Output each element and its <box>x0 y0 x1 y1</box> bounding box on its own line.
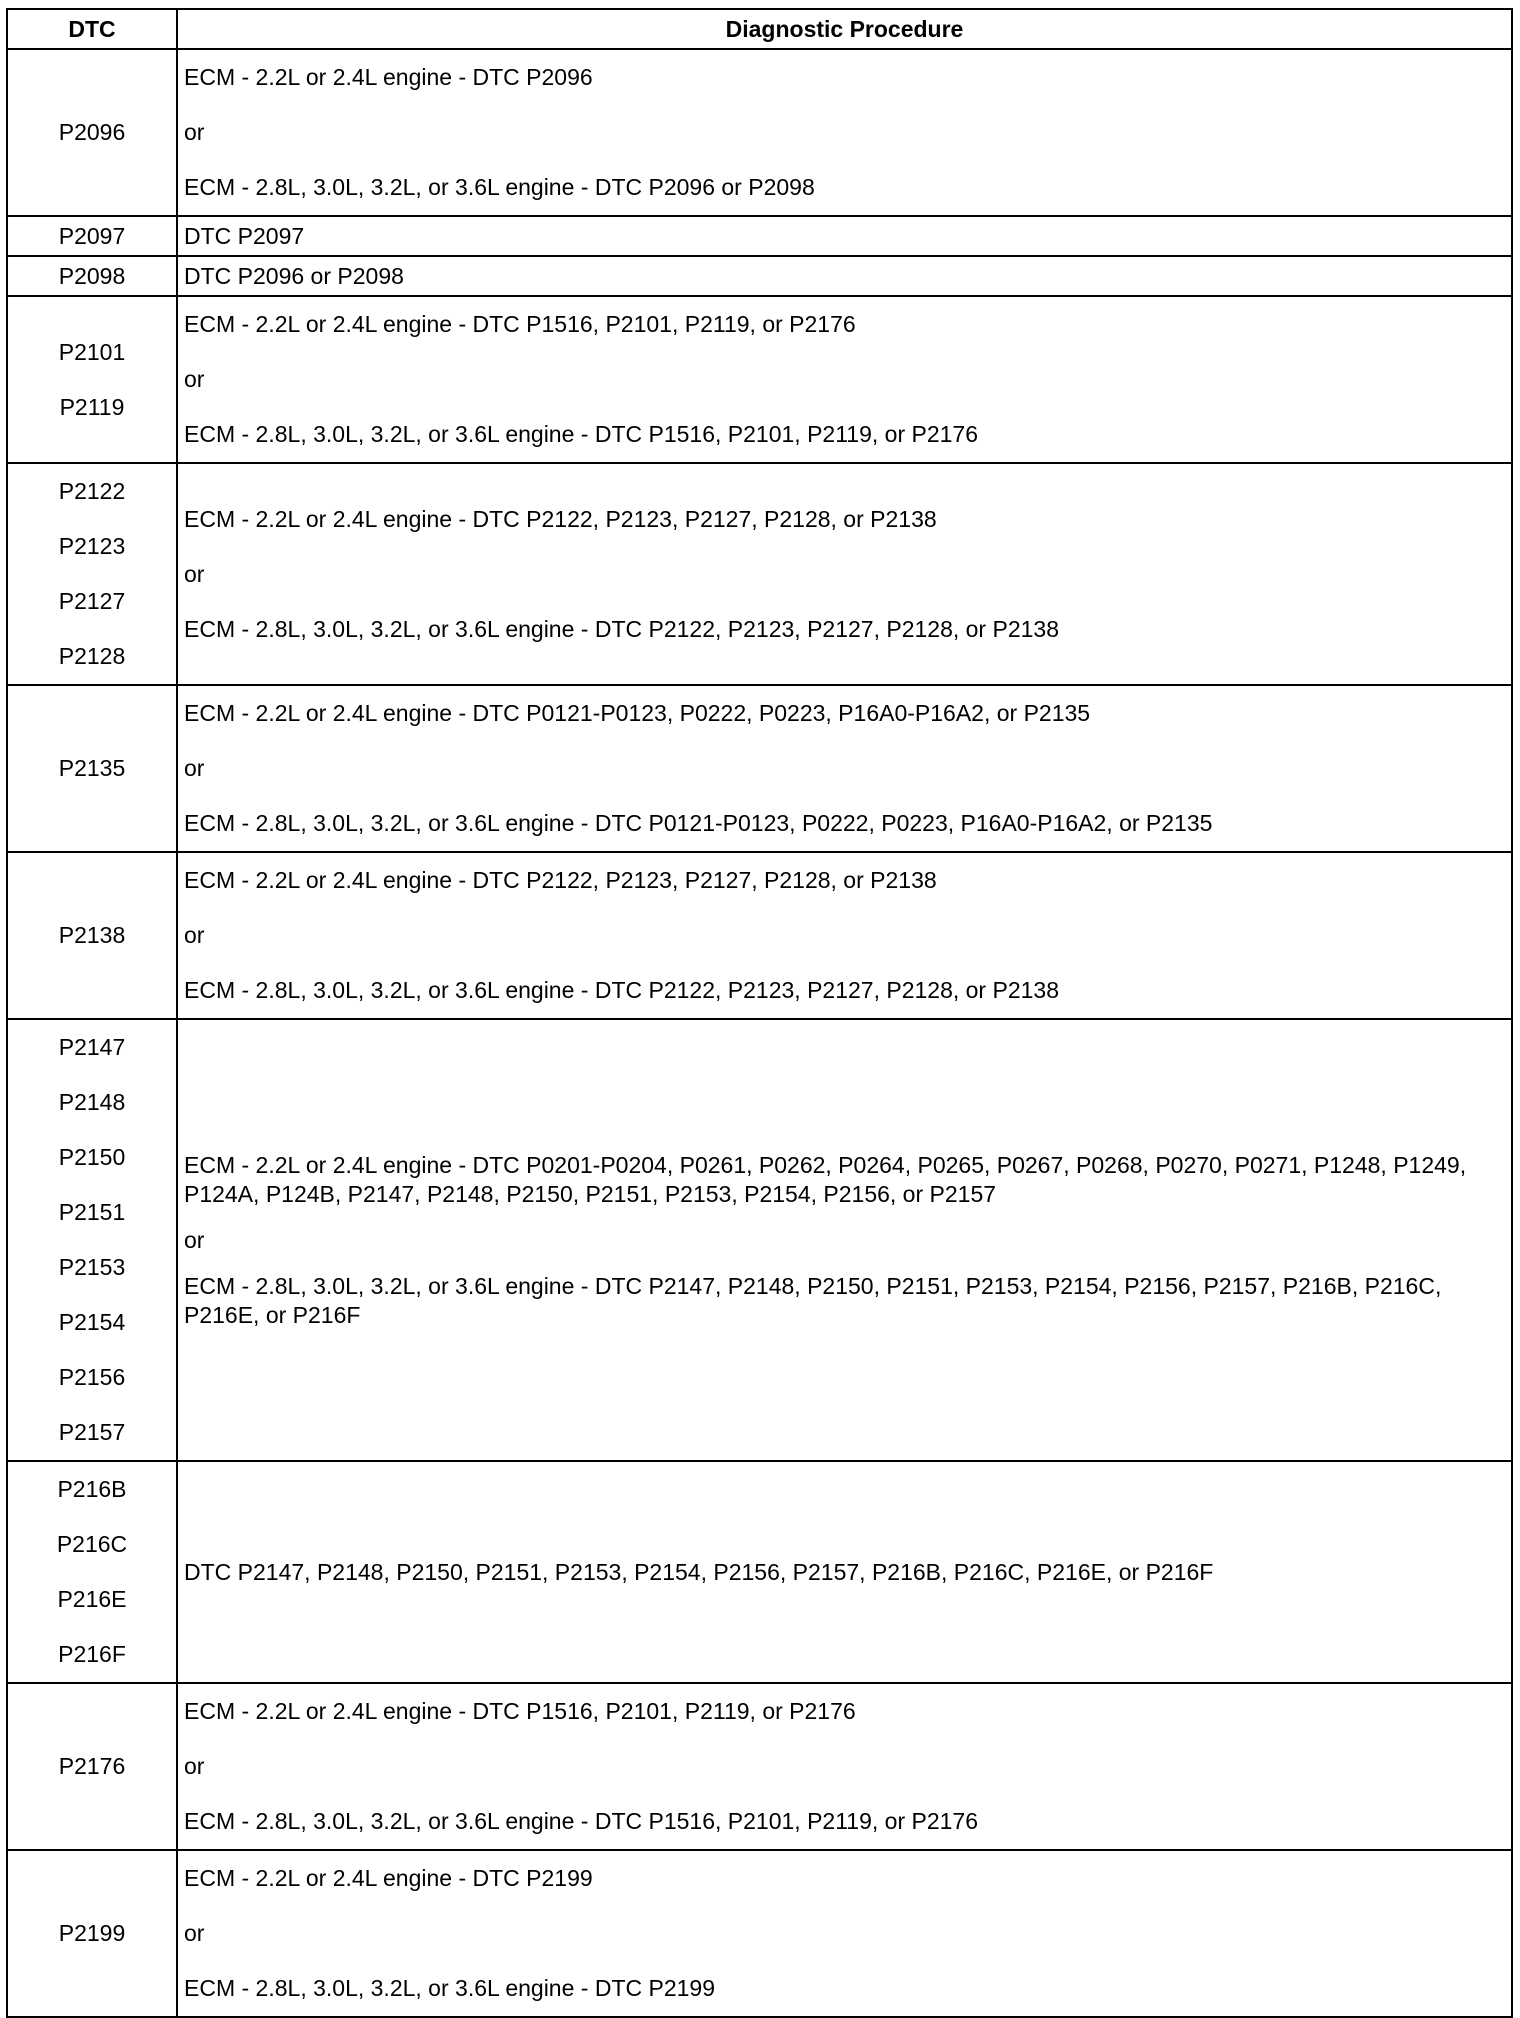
procedure-or: or <box>184 366 205 392</box>
procedure-line: ECM - 2.8L, 3.0L, 3.2L, or 3.6L engine - DTC P2147, P2148, P2150, P2151, P2153, P2154, P2156, P2157, P216B, P216C, P216E, or P216F <box>184 1272 1442 1328</box>
procedure-line: ECM - 2.2L or 2.4L engine - DTC P0121-P0123, P0222, P0223, P16A0-P16A2, or P2135 <box>184 700 1091 726</box>
table-row <box>7 852 1512 1019</box>
table-row <box>7 1461 1512 1683</box>
table-row <box>7 216 1512 256</box>
procedure-line: ECM - 2.8L, 3.0L, 3.2L, or 3.6L engine - DTC P2122, P2123, P2127, P2128, or P2138 <box>184 977 1059 1003</box>
header-row <box>7 9 1512 49</box>
procedure-line: ECM - 2.2L or 2.4L engine - DTC P2122, P2123, P2127, P2128, or P2138 <box>184 505 937 532</box>
procedure-cell <box>177 852 1512 1019</box>
dtc-code: P2157 <box>58 1419 126 1445</box>
procedure-or: or <box>184 1226 205 1253</box>
procedure-cell <box>177 1019 1512 1461</box>
procedure-line: ECM - 2.2L or 2.4L engine - DTC P1516, P2101, P2119, or P2176 <box>184 311 856 337</box>
dtc-cell <box>7 49 177 216</box>
procedure-or: or <box>184 922 205 948</box>
dtc-code: P2138 <box>58 922 126 948</box>
procedure-line: ECM - 2.8L, 3.0L, 3.2L, or 3.6L engine - DTC P0121-P0123, P0222, P0223, P16A0-P16A2, or P2135 <box>184 810 1213 836</box>
procedure-cell <box>177 256 1512 296</box>
procedure-line: DTC P2147, P2148, P2150, P2151, P2153, P2154, P2156, P2157, P216B, P216C, P216E, or P216F <box>184 1558 1214 1585</box>
table-row <box>7 1019 1512 1461</box>
procedure-or: or <box>184 560 205 587</box>
table-row <box>7 1850 1512 2017</box>
procedure-line: ECM - 2.2L or 2.4L engine - DTC P2199 <box>184 1865 593 1891</box>
dtc-cell <box>7 852 177 1019</box>
procedure-cell <box>177 1461 1512 1683</box>
dtc-cell <box>7 1683 177 1850</box>
dtc-cell <box>7 463 177 685</box>
procedure-line: ECM - 2.8L, 3.0L, 3.2L, or 3.6L engine - DTC P1516, P2101, P2119, or P2176 <box>184 1808 978 1834</box>
procedure-cell <box>177 1850 1512 2017</box>
procedure-cell <box>177 216 1512 256</box>
procedure-or: or <box>184 755 205 781</box>
dtc-cell <box>7 216 177 256</box>
procedure-line: ECM - 2.2L or 2.4L engine - DTC P1516, P2101, P2119, or P2176 <box>184 1698 856 1724</box>
procedure-line: ECM - 2.8L, 3.0L, 3.2L, or 3.6L engine - DTC P2199 <box>184 1975 715 2001</box>
dtc-code: P2199 <box>58 1920 126 1946</box>
dtc-cell <box>7 1019 177 1461</box>
table-row <box>7 1683 1512 1850</box>
table-row <box>7 463 1512 685</box>
dtc-code: P216F <box>58 1641 126 1667</box>
dtc-code: P216B <box>57 1476 127 1502</box>
dtc-cell <box>7 1461 177 1683</box>
dtc-code: P2122 <box>58 478 126 504</box>
dtc-column-header: DTC <box>7 9 177 49</box>
table-row <box>7 296 1512 463</box>
dtc-cell <box>7 685 177 852</box>
dtc-code: P2097 <box>58 222 126 249</box>
procedure-cell <box>177 49 1512 216</box>
procedure-cell <box>177 463 1512 685</box>
dtc-code: P2101 <box>58 338 126 365</box>
dtc-code: P2176 <box>58 1753 126 1779</box>
procedure-or: or <box>184 119 205 145</box>
dtc-code: P2147 <box>58 1034 126 1060</box>
procedure-or: or <box>184 1753 205 1779</box>
dtc-code: P2154 <box>58 1309 126 1335</box>
table-body <box>7 49 1512 2017</box>
procedure-line: ECM - 2.8L, 3.0L, 3.2L, or 3.6L engine - DTC P1516, P2101, P2119, or P2176 <box>184 421 978 447</box>
procedure-line: ECM - 2.8L, 3.0L, 3.2L, or 3.6L engine - DTC P2122, P2123, P2127, P2128, or P2138 <box>184 615 1059 642</box>
dtc-code: P2119 <box>59 393 125 420</box>
procedure-cell <box>177 296 1512 463</box>
dtc-table <box>6 8 1513 2018</box>
dtc-code: P216E <box>57 1586 127 1612</box>
dtc-cell <box>7 296 177 463</box>
dtc-code: P2151 <box>58 1199 126 1225</box>
procedure-line: ECM - 2.2L or 2.4L engine - DTC P2096 <box>184 64 593 90</box>
procedure-cell <box>177 1683 1512 1850</box>
dtc-code: P2148 <box>58 1089 126 1115</box>
dtc-code: P2150 <box>58 1144 126 1170</box>
dtc-code: P2096 <box>58 119 126 145</box>
dtc-code: P2156 <box>58 1364 126 1390</box>
table-row <box>7 256 1512 296</box>
procedure-column-header: Diagnostic Procedure <box>177 9 1512 49</box>
table-row <box>7 49 1512 216</box>
procedure-line: DTC P2096 or P2098 <box>184 262 404 289</box>
procedure-line: ECM - 2.8L, 3.0L, 3.2L, or 3.6L engine - DTC P2096 or P2098 <box>184 174 815 200</box>
table-row <box>7 685 1512 852</box>
dtc-code: P216C <box>56 1531 128 1557</box>
procedure-line: ECM - 2.2L or 2.4L engine - DTC P0201-P0204, P0261, P0262, P0264, P0265, P0267, P0268, P0270, P0271, P1248, P1249, P124A, P124B, P2147, P2148, P2150, P2151, P2153, P2154, P2156, or P2157 <box>184 1151 1467 1207</box>
dtc-code: P2127 <box>58 588 126 614</box>
dtc-code: P2123 <box>58 533 126 559</box>
dtc-code: P2128 <box>58 643 126 669</box>
dtc-cell <box>7 1850 177 2017</box>
dtc-code: P2135 <box>58 755 126 781</box>
dtc-code: P2098 <box>58 262 126 289</box>
procedure-cell <box>177 685 1512 852</box>
procedure-or: or <box>184 1920 205 1946</box>
procedure-line: ECM - 2.2L or 2.4L engine - DTC P2122, P2123, P2127, P2128, or P2138 <box>184 867 937 893</box>
procedure-line: DTC P2097 <box>184 222 305 249</box>
dtc-code: P2153 <box>58 1254 126 1280</box>
dtc-cell <box>7 256 177 296</box>
